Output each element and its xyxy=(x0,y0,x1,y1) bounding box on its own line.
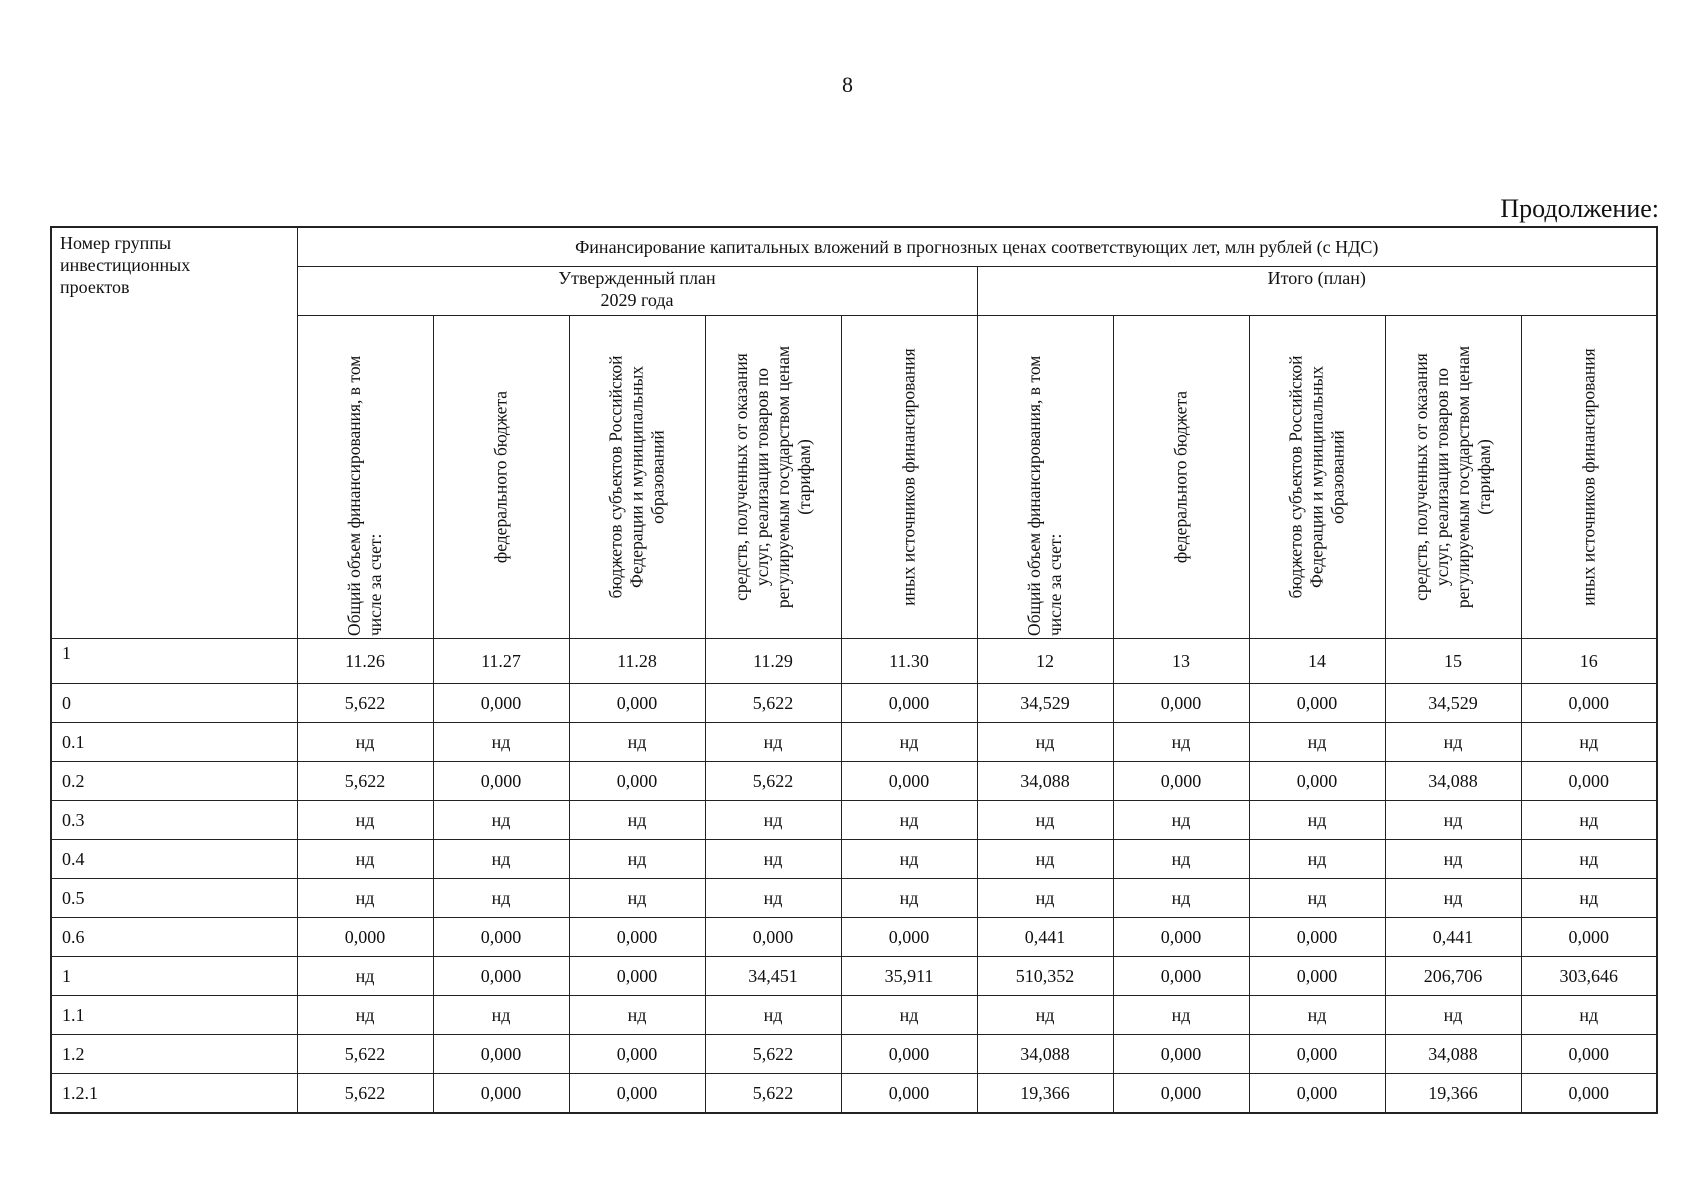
value-cell: нд xyxy=(1113,723,1249,762)
value-cell: нд xyxy=(1385,996,1521,1035)
column-number: 11.28 xyxy=(569,639,705,684)
group-number-cell: 0.6 xyxy=(51,918,297,957)
value-cell: нд xyxy=(1521,840,1657,879)
column-header xyxy=(1113,316,1249,639)
value-cell: 0,000 xyxy=(705,918,841,957)
group-header-line: Утвержденный план xyxy=(558,268,716,288)
value-cell: 0,000 xyxy=(1249,957,1385,996)
column-header xyxy=(841,316,977,639)
table-row xyxy=(51,801,1657,840)
column-header-line: бюджетов субъектов Российской xyxy=(605,355,626,599)
value-cell: 0,000 xyxy=(433,918,569,957)
value-cell: 0,000 xyxy=(1249,1074,1385,1114)
value-cell: 0,000 xyxy=(841,762,977,801)
column-header-text xyxy=(1286,318,1349,636)
column-header-line: услуг, реализации товаров по xyxy=(752,367,772,587)
value-cell: нд xyxy=(1521,996,1657,1035)
value-cell: 0,000 xyxy=(1113,762,1249,801)
column-header-line: числе за счет: xyxy=(1045,533,1065,636)
value-cell: 0,000 xyxy=(1521,762,1657,801)
value-cell: нд xyxy=(977,840,1113,879)
value-cell: нд xyxy=(841,801,977,840)
column-header-line: регулируемым государством ценам xyxy=(1453,345,1473,609)
column-header-line: образований xyxy=(1327,430,1348,524)
column-header xyxy=(297,316,433,639)
main-header: Финансирование капитальных вложений в прогнозных ценах соответствующих лет, млн рублей (с НДС) xyxy=(297,227,1657,267)
value-cell: нд xyxy=(1385,801,1521,840)
column-header-line: средств, полученных от оказания xyxy=(731,353,751,601)
value-cell: нд xyxy=(1113,879,1249,918)
value-cell: нд xyxy=(569,801,705,840)
value-cell: 34,529 xyxy=(1385,684,1521,723)
row-label-header xyxy=(51,227,297,639)
value-cell: нд xyxy=(569,723,705,762)
column-number: 12 xyxy=(977,639,1113,684)
column-header-line: (тарифам) xyxy=(1474,439,1494,515)
value-cell: 0,000 xyxy=(841,918,977,957)
value-cell: нд xyxy=(1521,801,1657,840)
column-header xyxy=(433,316,569,639)
column-header-line: числе за счет: xyxy=(365,533,385,636)
value-cell: 0,000 xyxy=(1113,957,1249,996)
column-header xyxy=(1385,316,1521,639)
group-number-cell: 1.2 xyxy=(51,1035,297,1074)
group-header-approved-plan xyxy=(297,267,977,316)
column-header xyxy=(705,316,841,639)
column-header-line: бюджетов субъектов Российской xyxy=(1285,355,1306,599)
value-cell: 5,622 xyxy=(297,762,433,801)
value-cell: 0,000 xyxy=(1113,1074,1249,1114)
value-cell: нд xyxy=(705,723,841,762)
table-row xyxy=(51,684,1657,723)
column-header xyxy=(977,316,1113,639)
value-cell: нд xyxy=(433,840,569,879)
value-cell: 0,000 xyxy=(1249,684,1385,723)
column-header-text xyxy=(1171,318,1192,636)
value-cell: нд xyxy=(841,723,977,762)
row-label-header-line: инвестиционных xyxy=(60,255,191,275)
group-header-total-plan xyxy=(977,267,1657,316)
value-cell: 5,622 xyxy=(705,1035,841,1074)
value-cell: нд xyxy=(433,996,569,1035)
group-number-cell: 1.1 xyxy=(51,996,297,1035)
value-cell: нд xyxy=(841,840,977,879)
value-cell: нд xyxy=(1385,840,1521,879)
value-cell: нд xyxy=(841,996,977,1035)
value-cell: 0,000 xyxy=(297,918,433,957)
value-cell: 0,000 xyxy=(1113,684,1249,723)
value-cell: 0,000 xyxy=(1249,762,1385,801)
column-header-text xyxy=(344,318,386,636)
continuation-label: Продолжение: xyxy=(1500,194,1659,223)
value-cell: 34,088 xyxy=(1385,762,1521,801)
value-cell: 0,000 xyxy=(569,762,705,801)
value-cell: нд xyxy=(1113,801,1249,840)
value-cell: нд xyxy=(705,840,841,879)
value-cell: нд xyxy=(569,840,705,879)
column-number: 15 xyxy=(1385,639,1521,684)
row-label-header-line: Номер группы xyxy=(60,233,172,253)
value-cell: нд xyxy=(297,801,433,840)
value-cell: 34,088 xyxy=(977,762,1113,801)
group-number-cell: 0.3 xyxy=(51,801,297,840)
financing-table xyxy=(50,226,1658,1114)
value-cell: нд xyxy=(1249,879,1385,918)
column-header-line: Общий объем финансирования, в том xyxy=(1024,355,1044,636)
value-cell: нд xyxy=(1385,723,1521,762)
column-number: 1 xyxy=(51,639,297,684)
value-cell: 5,622 xyxy=(297,1035,433,1074)
column-header-line: средств, полученных от оказания xyxy=(1411,353,1431,601)
value-cell: 5,622 xyxy=(297,684,433,723)
value-cell: нд xyxy=(1249,723,1385,762)
value-cell: нд xyxy=(297,723,433,762)
value-cell: 5,622 xyxy=(705,762,841,801)
value-cell: нд xyxy=(1113,996,1249,1035)
column-header-line: иных источников финансирования xyxy=(1578,348,1599,606)
column-header-line: иных источников финансирования xyxy=(898,348,919,606)
value-cell: 0,000 xyxy=(841,1074,977,1114)
value-cell: 0,441 xyxy=(977,918,1113,957)
row-label-header-line: проектов xyxy=(60,277,130,297)
column-header-text xyxy=(1578,318,1599,636)
value-cell: 34,088 xyxy=(977,1035,1113,1074)
column-number: 14 xyxy=(1249,639,1385,684)
group-number-cell: 0.4 xyxy=(51,840,297,879)
table-row xyxy=(51,723,1657,762)
column-header-line: регулируемым государством ценам xyxy=(773,345,793,609)
value-cell: нд xyxy=(297,957,433,996)
table-row xyxy=(51,840,1657,879)
value-cell: нд xyxy=(297,840,433,879)
value-cell: 34,529 xyxy=(977,684,1113,723)
column-header-line: образований xyxy=(647,430,668,524)
group-number-cell: 0.2 xyxy=(51,762,297,801)
value-cell: нд xyxy=(977,723,1113,762)
group-number-cell: 1 xyxy=(51,957,297,996)
group-number-cell: 0 xyxy=(51,684,297,723)
table-row xyxy=(51,1035,1657,1074)
column-number: 13 xyxy=(1113,639,1249,684)
value-cell: нд xyxy=(705,996,841,1035)
value-cell: 303,646 xyxy=(1521,957,1657,996)
table-row xyxy=(51,918,1657,957)
column-header xyxy=(569,316,705,639)
value-cell: 0,000 xyxy=(1249,918,1385,957)
column-header-line: федерального бюджета xyxy=(1170,390,1191,564)
column-number: 11.26 xyxy=(297,639,433,684)
table-row xyxy=(51,762,1657,801)
column-header-line: Федерации и муниципальных xyxy=(1306,366,1327,588)
value-cell: 0,000 xyxy=(569,1074,705,1114)
table-row xyxy=(51,1074,1657,1114)
column-header xyxy=(1249,316,1385,639)
value-cell: нд xyxy=(977,801,1113,840)
value-cell: 34,451 xyxy=(705,957,841,996)
column-number: 11.27 xyxy=(433,639,569,684)
value-cell: нд xyxy=(1385,879,1521,918)
value-cell: 19,366 xyxy=(977,1074,1113,1114)
column-number-row xyxy=(51,639,1657,684)
value-cell: нд xyxy=(977,879,1113,918)
value-cell: нд xyxy=(841,879,977,918)
value-cell: 0,000 xyxy=(433,684,569,723)
table-row xyxy=(51,957,1657,996)
value-cell: 0,000 xyxy=(1521,1074,1657,1114)
value-cell: нд xyxy=(433,879,569,918)
value-cell: 0,000 xyxy=(569,918,705,957)
value-cell: нд xyxy=(433,801,569,840)
value-cell: нд xyxy=(705,801,841,840)
value-cell: 0,000 xyxy=(433,957,569,996)
group-header-line: Итого (план) xyxy=(1267,268,1366,288)
value-cell: нд xyxy=(433,723,569,762)
group-number-cell: 1.2.1 xyxy=(51,1074,297,1114)
value-cell: нд xyxy=(1249,801,1385,840)
value-cell: 0,000 xyxy=(841,1035,977,1074)
column-number: 11.29 xyxy=(705,639,841,684)
value-cell: 510,352 xyxy=(977,957,1113,996)
value-cell: нд xyxy=(569,879,705,918)
value-cell: 0,000 xyxy=(1521,918,1657,957)
value-cell: 0,000 xyxy=(1113,1035,1249,1074)
column-header-text xyxy=(899,318,920,636)
value-cell: 0,000 xyxy=(1249,1035,1385,1074)
value-cell: 5,622 xyxy=(705,1074,841,1114)
column-number: 11.30 xyxy=(841,639,977,684)
value-cell: нд xyxy=(297,996,433,1035)
page-number: 8 xyxy=(842,72,853,97)
group-number-cell: 0.5 xyxy=(51,879,297,918)
column-header-text xyxy=(606,318,669,636)
column-header-line: федерального бюджета xyxy=(490,390,511,564)
value-cell: нд xyxy=(705,879,841,918)
value-cell: нд xyxy=(569,996,705,1035)
value-cell: нд xyxy=(1249,840,1385,879)
group-header-line: 2029 года xyxy=(600,290,674,310)
value-cell: нд xyxy=(1521,879,1657,918)
table-row xyxy=(51,996,1657,1035)
value-cell: нд xyxy=(1521,723,1657,762)
column-number: 16 xyxy=(1521,639,1657,684)
value-cell: 19,366 xyxy=(1385,1074,1521,1114)
value-cell: 0,441 xyxy=(1385,918,1521,957)
column-header-text xyxy=(731,318,815,636)
value-cell: 5,622 xyxy=(705,684,841,723)
column-header-text xyxy=(1024,318,1066,636)
value-cell: 0,000 xyxy=(1521,684,1657,723)
value-cell: 0,000 xyxy=(841,684,977,723)
column-header-text xyxy=(1411,318,1495,636)
column-header-line: (тарифам) xyxy=(794,439,814,515)
column-header-line: услуг, реализации товаров по xyxy=(1432,367,1452,587)
value-cell: нд xyxy=(1113,840,1249,879)
value-cell: 0,000 xyxy=(569,957,705,996)
value-cell: нд xyxy=(977,996,1113,1035)
column-header-text xyxy=(491,318,512,636)
value-cell: 0,000 xyxy=(433,1035,569,1074)
value-cell: нд xyxy=(297,879,433,918)
value-cell: нд xyxy=(1249,996,1385,1035)
value-cell: 5,622 xyxy=(297,1074,433,1114)
value-cell: 0,000 xyxy=(569,684,705,723)
column-header-line: Общий объем финансирования, в том xyxy=(344,355,364,636)
group-number-cell: 0.1 xyxy=(51,723,297,762)
value-cell: 206,706 xyxy=(1385,957,1521,996)
column-header-line: Федерации и муниципальных xyxy=(626,366,647,588)
value-cell: 0,000 xyxy=(433,762,569,801)
value-cell: 0,000 xyxy=(433,1074,569,1114)
value-cell: 0,000 xyxy=(1113,918,1249,957)
value-cell: 0,000 xyxy=(1521,1035,1657,1074)
value-cell: 0,000 xyxy=(569,1035,705,1074)
value-cell: 34,088 xyxy=(1385,1035,1521,1074)
column-header xyxy=(1521,316,1657,639)
table-row xyxy=(51,879,1657,918)
value-cell: 35,911 xyxy=(841,957,977,996)
